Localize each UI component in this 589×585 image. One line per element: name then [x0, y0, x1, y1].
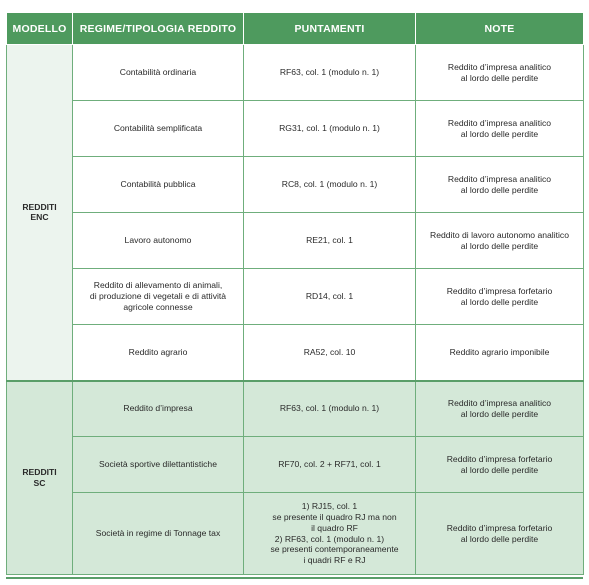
- note-cell: [416, 269, 584, 325]
- puntamenti-cell: RF63, col. 1 (modulo n. 1): [244, 381, 416, 437]
- note-line: al lordo delle perdite: [460, 184, 539, 195]
- puntamenti-cell: RG31, col. 1 (modulo n. 1): [244, 101, 416, 157]
- puntamenti-cell: [244, 493, 416, 575]
- note-cell: [416, 157, 584, 213]
- puntamenti-line: il quadro RF: [311, 522, 358, 533]
- model-cell-enc: [7, 45, 73, 381]
- regime-cell: Reddito agrario: [73, 325, 244, 381]
- table-row: [7, 101, 584, 157]
- puntamenti-cell: RF70, col. 2 + RF71, col. 1: [244, 437, 416, 493]
- regime-cell: Contabilità pubblica: [73, 157, 244, 213]
- regime-cell: Società sportive dilettantistiche: [73, 437, 244, 493]
- note-line: al lordo delle perdite: [460, 240, 539, 251]
- puntamenti-line: se presenti contemporaneamente: [270, 544, 399, 555]
- note-line: Reddito d’impresa analitico: [447, 117, 552, 128]
- note-line: al lordo delle perdite: [460, 464, 539, 475]
- note-cell: [416, 493, 584, 575]
- table-row: [7, 157, 584, 213]
- note-line: Reddito agrario imponibile: [449, 346, 550, 357]
- puntamenti-cell: RA52, col. 10: [244, 325, 416, 381]
- model-cell-sc: [7, 381, 73, 575]
- regime-cell: [73, 269, 244, 325]
- table-row: [7, 381, 584, 437]
- note-line: al lordo delle perdite: [460, 408, 539, 419]
- header-note: NOTE: [416, 13, 584, 45]
- model-label-line1: REDDITI: [22, 467, 57, 478]
- note-line: Reddito d’impresa analitico: [447, 173, 552, 184]
- table-row: [7, 213, 584, 269]
- regime-cell: Lavoro autonomo: [73, 213, 244, 269]
- note-line: al lordo delle perdite: [460, 533, 539, 544]
- table-row: [7, 437, 584, 493]
- puntamenti-line: i quadri RF e RJ: [303, 554, 366, 565]
- note-cell: [416, 213, 584, 269]
- note-line: al lordo delle perdite: [460, 72, 539, 83]
- regime-cell: Reddito d’impresa: [73, 381, 244, 437]
- table-row: [7, 269, 584, 325]
- header-modello: MODELLO: [7, 13, 73, 45]
- regime-cell: Società in regime di Tonnage tax: [73, 493, 244, 575]
- table-row: [7, 325, 584, 381]
- regime-line: Reddito di allevamento di animali,: [93, 280, 223, 291]
- model-label-line2: SC: [33, 477, 46, 488]
- puntamenti-cell: RD14, col. 1: [244, 269, 416, 325]
- note-line: Reddito d’impresa analitico: [447, 61, 552, 72]
- table-bottom-rule: [6, 577, 583, 579]
- note-line: Reddito d’impresa forfetario: [446, 453, 553, 464]
- note-cell: [416, 325, 584, 381]
- model-label-line2: ENC: [30, 212, 49, 223]
- note-line: Reddito di lavoro autonomo analitico: [429, 229, 570, 240]
- regime-line: agricole connesse: [123, 301, 193, 312]
- model-label-line1: REDDITI: [22, 201, 57, 212]
- note-cell: [416, 437, 584, 493]
- note-line: Reddito d’impresa forfetario: [446, 285, 553, 296]
- table-row: [7, 45, 584, 101]
- puntamenti-line: se presente il quadro RJ ma non: [272, 512, 397, 523]
- regime-cell: Contabilità ordinaria: [73, 45, 244, 101]
- puntamenti-cell: RC8, col. 1 (modulo n. 1): [244, 157, 416, 213]
- header-row: [7, 13, 584, 45]
- note-cell: [416, 45, 584, 101]
- header-regime: REGIME/TIPOLOGIA REDDITO: [73, 13, 244, 45]
- note-cell: [416, 381, 584, 437]
- note-line: al lordo delle perdite: [460, 296, 539, 307]
- table-row: [7, 493, 584, 575]
- puntamenti-table: [6, 12, 584, 575]
- note-line: Reddito d’impresa forfetario: [446, 522, 553, 533]
- header-puntamenti: PUNTAMENTI: [244, 13, 416, 45]
- note-cell: [416, 101, 584, 157]
- note-line: al lordo delle perdite: [460, 128, 539, 139]
- puntamenti-cell: RF63, col. 1 (modulo n. 1): [244, 45, 416, 101]
- puntamenti-line: 2) RF63, col. 1 (modulo n. 1): [274, 533, 385, 544]
- regime-cell: Contabilità semplificata: [73, 101, 244, 157]
- puntamenti-cell: RE21, col. 1: [244, 213, 416, 269]
- note-line: Reddito d’impresa analitico: [447, 398, 552, 409]
- regime-line: di produzione di vegetali e di attività: [89, 291, 227, 302]
- puntamenti-line: 1) RJ15, col. 1: [301, 501, 358, 512]
